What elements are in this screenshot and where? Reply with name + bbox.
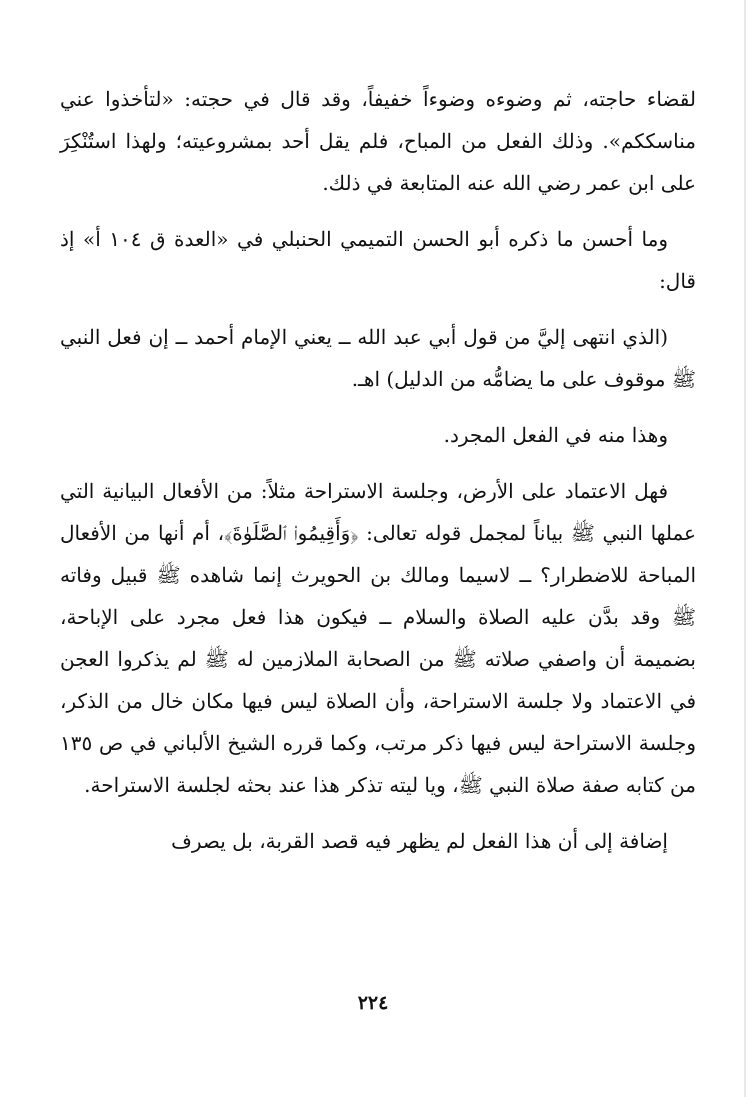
paragraph-continuation: إضافة إلى أن هذا الفعل لم يظهر فيه قصد القربة، بل يصرف xyxy=(171,829,668,853)
paragraph-rest-sitting: فهل الاعتماد على الأرض، وجلسة الاستراحة مثلاً: من الأفعال البيانية التي عملها النبي ﷺ بياناً لمجمل قوله تعالى: ﴿وَأَقِيمُوا۟ ٱلصَّلَوٰةَ﴾، أم أنها من الأفعال المباحة للاضطرار؟ ــ لاسيما ومالك بن الحويرث إنما شاهده ﷺ قبيل وفاته ﷺ وقد بدَّن عليه الصلاة والسلام ــ فيكون هذا فعل مجرد على الإباحة، بضميمة أن واصفي صلاته ﷺ من الصحابة الملازمين له ﷺ لم يذكروا العجن في الاعتماد ولا جلسة الاستراحة، وأن الصلاة ليس فيها مكان خال من الذكر، وجلسة الاستراحة ليس فيها ذكر مرتب، وكما قرره الشيخ الألباني في ص ١٣٥ من كتابه صفة صلاة النبي ﷺ، ويا ليته تذكر هذا عند بحثه لجلسة الاستراحة. xyxy=(60,479,696,797)
paragraph-imam-ahmad-quote: (الذي انتهى إليَّ من قول أبي عبد الله ــ يعني الإمام أحمد ــ إن فعل النبي ﷺ موقوف على ما يضامُّه من الدليل) اهـ. xyxy=(60,325,696,391)
paragraph-hajj-rites: لقضاء حاجته، ثم وضوءه وضوءاً خفيفاً، وقد قال في حجته: «لتأخذوا عني مناسككم». وذلك الفعل من المباح، فلم يقل أحد بمشروعيته؛ ولهذا استُنْكِرَ على ابن عمر رضي الله عنه المتابعة في ذلك. xyxy=(60,87,696,195)
page-number: ٢٢٤ xyxy=(357,992,389,1014)
paragraph-mere-action: وهذا منه في الفعل المجرد. xyxy=(443,423,668,447)
document-body xyxy=(60,78,696,876)
paragraph-tamimi-quote-intro: وما أحسن ما ذكره أبو الحسن التميمي الحنبلي في «العدة ق ١٠٤ أ» إذ قال: xyxy=(60,227,696,293)
